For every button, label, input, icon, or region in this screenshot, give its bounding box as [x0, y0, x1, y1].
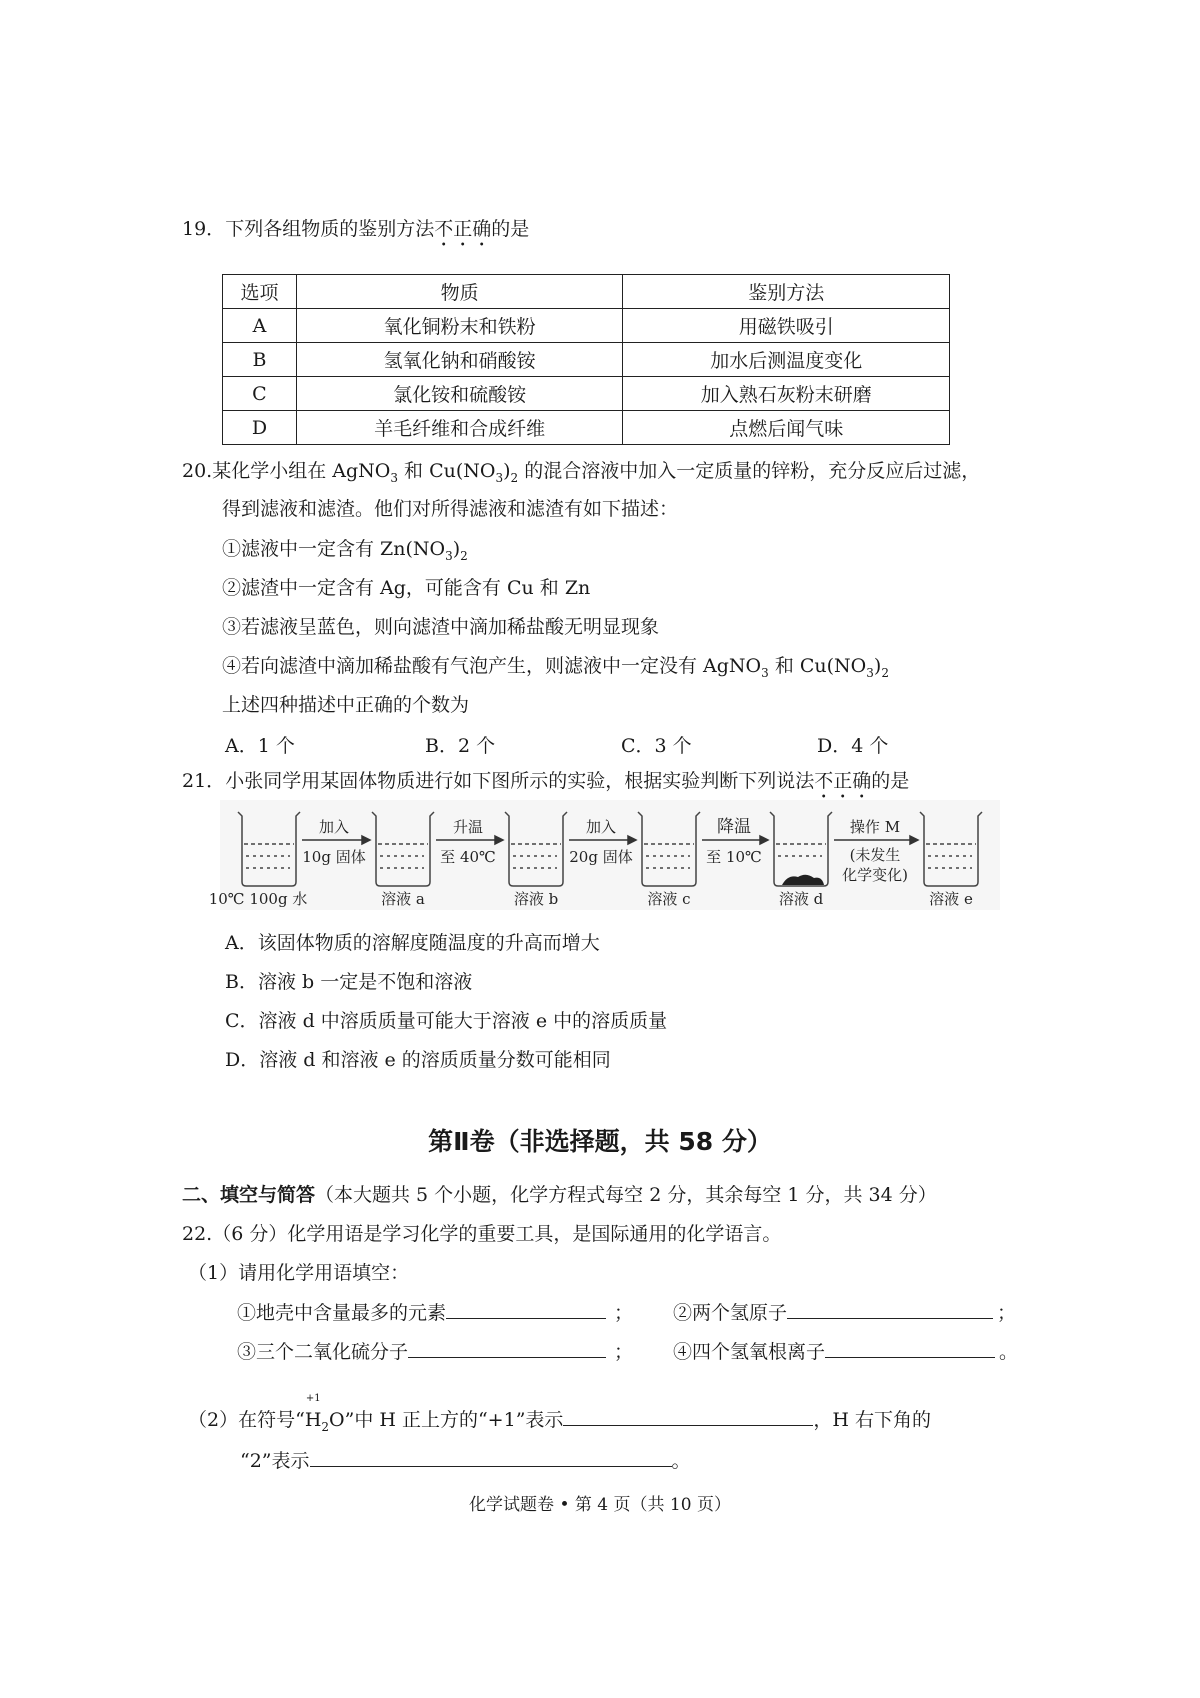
step2-bottom-label: 至 40℃ [440, 848, 496, 866]
q20-statement-2: ②滤渣中一定含有 Ag，可能含有 Cu 和 Zn [222, 577, 591, 599]
q22-sub2-line2: “2”表示 。 [240, 1446, 691, 1473]
step5-mid-label: (未发生 [849, 846, 901, 864]
step3-top-label: 加入 [585, 818, 617, 836]
q21-option-a: A．该固体物质的溶解度随温度的升高而增大 [225, 932, 600, 954]
header-cell: 鉴别方法 [623, 275, 950, 309]
step1-bottom-label: 10g 固体 [302, 848, 366, 866]
beaker-caption: 10℃ 100g 水 [208, 890, 308, 908]
part-heading: 二、填空与简答（本大题共 5 个小题，化学方程式每空 2 分，其余每空 1 分，共 34 分） [182, 1184, 937, 1206]
step5-bottom-label: 化学变化) [842, 866, 908, 884]
step4-bottom-label: 至 10℃ [706, 848, 762, 866]
q22-item1: ①地壳中含量最多的元素 ； [237, 1298, 633, 1325]
step3-bottom-label: 20g 固体 [569, 848, 633, 866]
answer-blank[interactable] [446, 1298, 606, 1319]
q21-experiment-diagram [208, 800, 1000, 910]
page-footer: 化学试题卷 • 第 4 页（共 10 页） [469, 1495, 731, 1515]
q22-sub2-line1: （2）在符号“ +1 $H_2O$”中 H 正上方的“+1”表示 ，H 右下角的 [188, 1393, 932, 1434]
table-row: D 羊毛纤维和合成纤维 点燃后闻气味 [223, 411, 950, 445]
table-row: C 氯化铵和硫酸铵 加入熟石灰粉末研磨 [223, 377, 950, 411]
q21-stem: 21．小张同学用某固体物质进行如下图所示的实验，根据实验判断下列说法不正确的是 [182, 770, 910, 792]
q21-emphasis: 不正确 [814, 770, 872, 792]
q19-emphasis: 不正确 [434, 218, 492, 240]
step1-top-label: 加入 [318, 818, 350, 836]
q21-option-d: D．溶液 d 和溶液 e 的溶质质量分数可能相同 [225, 1049, 611, 1071]
q22-item4: ④四个氢氧根离子 。 [673, 1337, 1018, 1364]
beaker-caption: 溶液 a [381, 890, 425, 908]
q22-item2: ②两个氢原子 ； [673, 1298, 1016, 1325]
answer-blank[interactable] [310, 1446, 672, 1467]
q20-option-b: B．2 个 [425, 735, 496, 757]
step4-top-label: 降温 [717, 817, 751, 837]
q19-table [222, 274, 950, 445]
section-title: 第Ⅱ卷（非选择题，共 58 分） [428, 1127, 772, 1156]
header-cell: 物质 [296, 275, 623, 309]
q20-statement-1: ①滤液中一定含有 $Zn(NO_3)_2$ [222, 538, 468, 563]
table-row: B 氢氧化钠和硝酸铵 加水后测温度变化 [223, 343, 950, 377]
q22-stem: 22.（6 分）化学用语是学习化学的重要工具，是国际通用的化学语言。 [182, 1223, 782, 1245]
answer-blank[interactable] [408, 1337, 606, 1358]
q20-option-a: A．1 个 [225, 735, 295, 757]
q22-item3: ③三个二氧化硫分子 ； [237, 1337, 633, 1364]
q20-ask: 上述四种描述中正确的个数为 [222, 694, 470, 716]
answer-blank[interactable] [825, 1337, 995, 1358]
table-header-row [223, 275, 950, 309]
answer-blank[interactable] [563, 1405, 813, 1426]
beaker-caption: 溶液 c [647, 890, 691, 908]
q20-statement-4: ④若向滤渣中滴加稀盐酸有气泡产生，则滤液中一定没有 AgNO$_3$ 和 $Cu(NO_3)_2$ [222, 655, 889, 680]
beaker-caption: 溶液 b [513, 890, 559, 908]
q20-option-c: C．3 个 [621, 735, 692, 757]
q20-stem-line2: 得到滤液和滤渣。他们对所得滤液和滤渣有如下描述： [222, 498, 679, 520]
q20-stem-line1: 20.某化学小组在 AgNO$_3$ 和 $Cu(NO_3)_2$ 的混合溶液中加入一定质量的锌粉，充分反应后过滤， [182, 460, 981, 485]
beaker-caption: 溶液 e [929, 890, 973, 908]
step5-top-label: 操作 M [849, 818, 901, 836]
q21-option-c: C．溶液 d 中溶质质量可能大于溶液 e 中的溶质质量 [225, 1010, 668, 1032]
q20-statement-3: ③若滤液呈蓝色，则向滤渣中滴加稀盐酸无明显现象 [222, 616, 660, 638]
answer-blank[interactable] [787, 1298, 993, 1319]
header-cell: 选项 [223, 275, 297, 309]
formula-h2o: +1 H [304, 1393, 322, 1431]
q21-option-b: B．溶液 b 一定是不饱和溶液 [225, 971, 473, 993]
step2-top-label: 升温 [452, 818, 484, 836]
q19-stem: 19．下列各组物质的鉴别方法不正确的是 [182, 218, 530, 240]
q20-option-d: D．4 个 [817, 735, 889, 757]
q22-sub1: （1）请用化学用语填空： [188, 1262, 410, 1284]
table-row: A 氧化铜粉末和铁粉 用磁铁吸引 [223, 309, 950, 343]
beaker-caption: 溶液 d [778, 890, 824, 908]
